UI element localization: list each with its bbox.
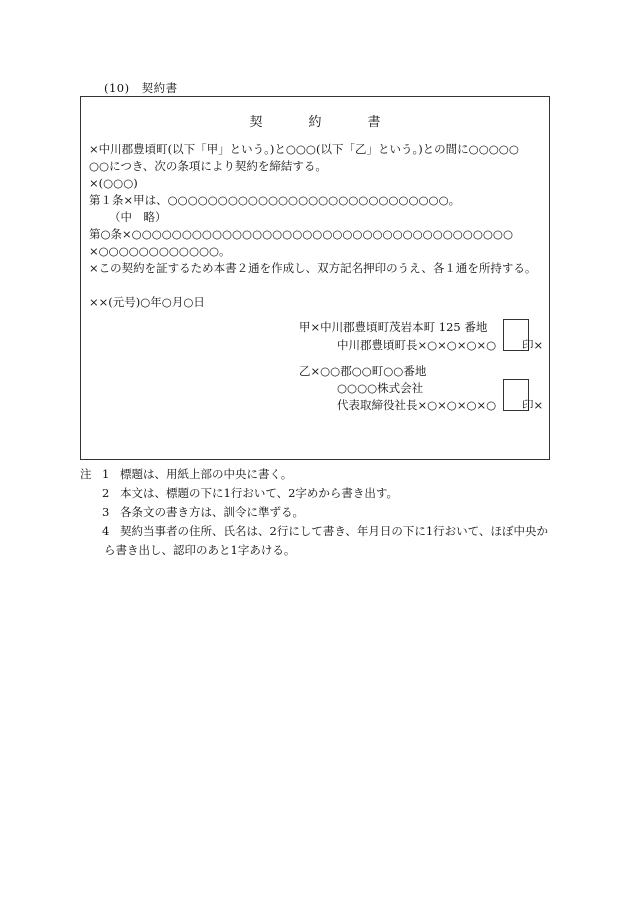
contract-frame bbox=[80, 96, 550, 460]
body-line-1: ×中川郡豊頃町(以下「甲」という。)と○○○(以下「乙」という。)との間に○○○○○ bbox=[89, 142, 519, 156]
article-n: 第○条×○○○○○○○○○○○○○○○○○○○○○○○○○○○○○○○○○○○○○○ bbox=[89, 227, 513, 241]
note-4: 契約当事者の住所、氏名は、2行にして書き、年月日の下に1行おいて、ほぼ中央か bbox=[120, 524, 548, 538]
omission-marker: （中 略） bbox=[109, 210, 167, 224]
party-a-address: 甲×中川郡豊頃町茂岩本町 125 番地 bbox=[299, 320, 488, 334]
notes-label: 注 bbox=[80, 467, 92, 481]
party-b-name: 代表取締役社長×○×○×○×○ bbox=[337, 398, 497, 412]
note-4-number: 4 bbox=[102, 524, 110, 538]
note-2-number: 2 bbox=[102, 486, 110, 500]
party-b-address: 乙×○○郡○○町○○番地 bbox=[299, 364, 427, 378]
article-n-cont: ×○○○○○○○○○○○○。 bbox=[89, 244, 231, 258]
party-a-seal-label: 印× bbox=[522, 338, 544, 352]
article-1: 第１条×甲は、○○○○○○○○○○○○○○○○○○○○○○○○○○○○。 bbox=[89, 193, 461, 207]
body-line-2: ○○につき、次の条項により契約を締結する。 bbox=[89, 159, 327, 173]
party-b-seal-label: 印× bbox=[522, 398, 544, 412]
party-b-company: ○○○○株式会社 bbox=[337, 381, 424, 395]
note-3-number: 3 bbox=[102, 505, 110, 519]
contract-title: 契約書 bbox=[249, 115, 427, 130]
party-a-name: 中川郡豊頃町長×○×○×○×○ bbox=[337, 338, 497, 352]
section-heading: (10) 契約書 bbox=[104, 81, 178, 95]
note-1: 標題は、用紙上部の中央に書く。 bbox=[120, 467, 293, 481]
note-4-cont: ら書き出し、認印のあと1字あける。 bbox=[104, 543, 296, 557]
note-2: 本文は、標題の下に1行おいて、2字めから書き出す。 bbox=[120, 486, 398, 500]
closing-clause: ×この契約を証するため本書２通を作成し、双方記名押印のうえ、各１通を所持する。 bbox=[89, 261, 537, 275]
note-1-number: 1 bbox=[102, 467, 110, 481]
body-line-3: ×(○○○) bbox=[89, 176, 138, 190]
note-3: 各条文の書き方は、訓令に準ずる。 bbox=[120, 505, 304, 519]
contract-date: ××(元号)○年○月○日 bbox=[89, 295, 205, 309]
